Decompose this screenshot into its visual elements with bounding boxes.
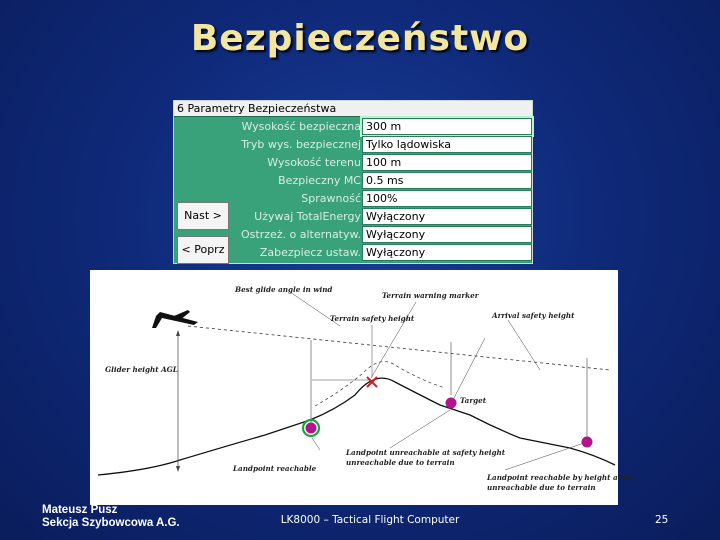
- alternate-warning-field[interactable]: Wyłączony: [362, 226, 532, 243]
- row-efficiency[interactable]: [230, 190, 530, 207]
- row-safety-mode[interactable]: [230, 136, 530, 153]
- slide-title: Bezpieczeństwo: [190, 18, 530, 59]
- label-unreachable-2: unreachable due to terrain: [346, 458, 455, 467]
- glider-icon: [152, 310, 198, 328]
- terrain-height-field[interactable]: 100 m: [362, 154, 532, 171]
- prev-button[interactable]: < Poprz: [177, 236, 229, 264]
- label-reachable-height-2: unreachable due to terrain: [487, 483, 596, 492]
- row-safety-mc[interactable]: [230, 172, 530, 189]
- label-unreachable-1: Landpoint unreachable at safety height: [346, 448, 506, 457]
- row-safety-altitude[interactable]: [230, 118, 530, 135]
- leader-line: [312, 438, 320, 450]
- label-terrain-safety: Terrain safety height: [330, 314, 415, 323]
- label-terrain-warning: Terrain warning marker: [382, 291, 479, 300]
- page-number: 25: [655, 514, 669, 526]
- safety-mc-field[interactable]: 0.5 ms: [362, 172, 532, 189]
- dialog-title: 6 Parametry Bezpieczeństwa: [174, 101, 532, 117]
- safety-heights-diagram: [90, 270, 635, 505]
- row-label: Tryb wys. bezpiecznej: [241, 138, 361, 151]
- row-label: Sprawność: [301, 192, 361, 205]
- safety-height-line: [315, 362, 445, 406]
- label-arrival-safety: Arrival safety height: [492, 311, 575, 320]
- row-label: Wysokość terenu: [267, 156, 361, 169]
- label-best-glide: Best glide angle in wind: [235, 285, 333, 294]
- landpoint-target-icon: [446, 398, 457, 409]
- leader-line: [390, 410, 450, 448]
- landpoint-unreachable-icon: [582, 437, 593, 448]
- safety-altitude-field[interactable]: 300 m: [362, 118, 532, 135]
- diagram-svg: [90, 270, 635, 505]
- lock-settings-field[interactable]: Wyłączony: [362, 244, 532, 261]
- landpoint-reachable-icon: [306, 423, 317, 434]
- glide-line: [188, 326, 610, 370]
- footer-title: LK8000 – Tactical Flight Computer: [280, 514, 460, 526]
- safety-mode-field[interactable]: Tylko lądowiska: [362, 136, 532, 153]
- leader-line: [508, 320, 540, 370]
- leader-line: [454, 338, 485, 398]
- label-glider-height: Glider height AGL: [105, 365, 178, 374]
- row-label: Wysokość bezpieczna: [241, 120, 361, 133]
- row-terrain-height[interactable]: [230, 154, 530, 171]
- efficiency-field[interactable]: 100%: [362, 190, 532, 207]
- total-energy-field[interactable]: Wyłączony: [362, 208, 532, 225]
- row-label: Zabezpiecz ustaw.: [259, 246, 361, 259]
- safety-parameters-dialog: [173, 100, 533, 264]
- author-name: Mateusz Pusz: [42, 504, 118, 516]
- author: [42, 504, 180, 530]
- row-label: Ostrzeż. o alternatyw.: [241, 228, 361, 241]
- label-target: Target: [460, 396, 487, 405]
- row-total-energy[interactable]: [230, 208, 530, 225]
- row-lock-settings[interactable]: [230, 244, 530, 261]
- label-reachable-height-1: Landpoint reachable by height alone: [487, 473, 635, 482]
- leader-line: [505, 442, 587, 470]
- author-affiliation: Sekcja Szybowcowa A.G.: [42, 517, 180, 529]
- row-label: Bezpieczny MC: [278, 174, 361, 187]
- row-alternate-warning[interactable]: [230, 226, 530, 243]
- next-button[interactable]: Nast >: [177, 202, 229, 230]
- row-label: Używaj TotalEnergy: [254, 210, 361, 223]
- label-landpoint-reachable: Landpoint reachable: [233, 464, 317, 473]
